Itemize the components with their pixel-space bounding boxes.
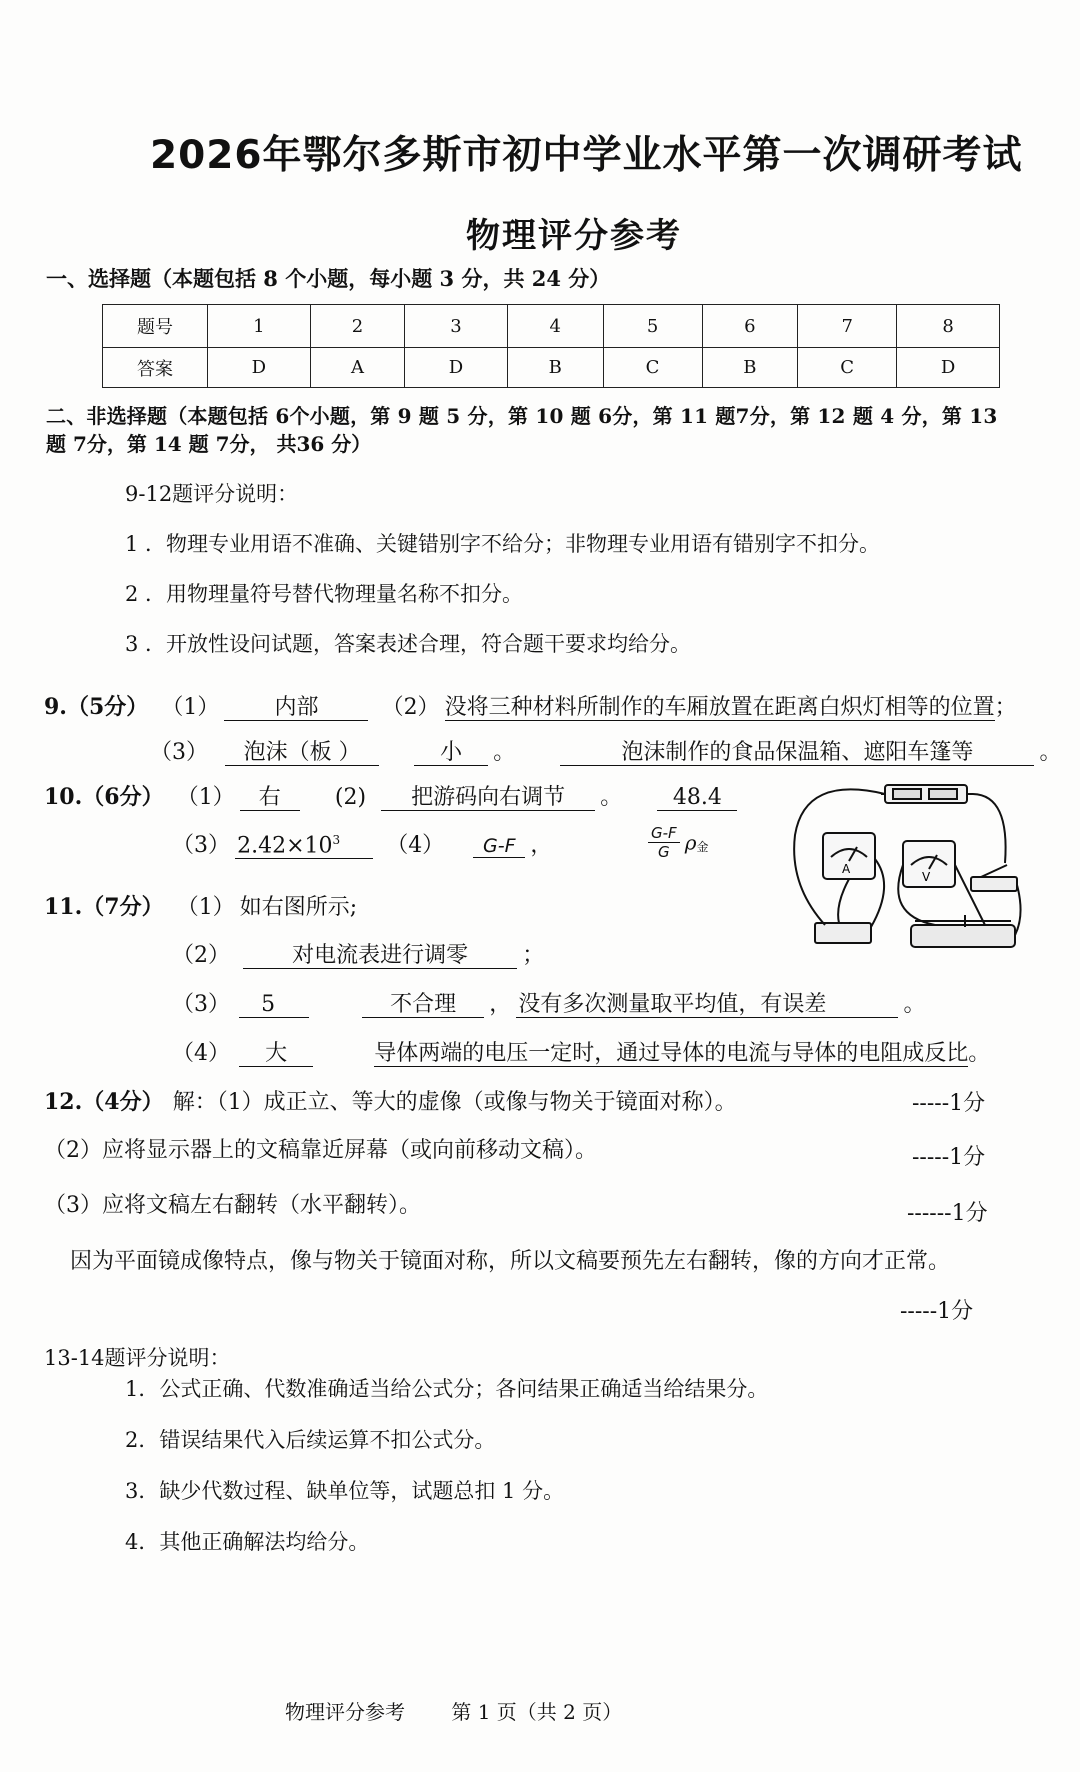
q11-answer1: 如右图所示; (239, 895, 358, 920)
q9-answer3c: 泡沫制作的食品保温箱、遮阳车篷等 (560, 741, 1034, 766)
note2-title: 13-14题评分说明： (44, 1346, 231, 1370)
q11-answer2: 对电流表进行调零 (243, 944, 517, 969)
q9-line1 (44, 690, 1017, 721)
q11-part2: （2） (172, 943, 230, 968)
q-num: 5 (603, 305, 702, 348)
note2-item: 4．其他正确解法均给分。 (125, 1530, 370, 1554)
q11-end: 。 (968, 1041, 991, 1066)
q-answer: C (798, 348, 897, 388)
q11-answer3c: 没有多次测量取平均值，有误差 (516, 993, 898, 1018)
q11-line1 (44, 890, 357, 921)
q9-answer2: 没将三种材料所制作的车厢放置在距离白炽灯相等的位置 (444, 695, 995, 720)
note-title: 9-12题评分说明： (125, 482, 299, 506)
q10-answer2: 把游码向右调节 (381, 786, 595, 811)
section2-heading-2: 题 7分，第 14 题 7分， 共36 分） (46, 432, 372, 456)
q10-part1: （1） (176, 785, 235, 810)
q9-answer1: 内部 (224, 696, 368, 721)
q10-rho-sub: 金 (696, 840, 709, 855)
switch-icon (971, 877, 1017, 891)
note-item: 2 ．用物理量符号替代物理量名称不扣分。 (125, 582, 524, 606)
q10-comma: ， (530, 833, 553, 858)
page-title: 2026年鄂尔多斯市初中学业水平第一次调研考试 (150, 133, 1023, 178)
q12-text2: （2）应将显示器上的文稿靠近屏幕（或向前移动文稿）。 (44, 1138, 597, 1163)
q10-frac-den: G (658, 843, 670, 861)
q-answer: A (310, 348, 404, 388)
q10-line2 (172, 828, 552, 859)
q-num: 4 (507, 305, 603, 348)
q12-score3: ------1分 (907, 1201, 988, 1226)
q-num: 7 (798, 305, 897, 348)
q-answer: C (603, 348, 702, 388)
q9-part2: （2） (381, 695, 440, 720)
q9-period: 。 (493, 740, 516, 765)
q-num: 2 (310, 305, 404, 348)
q12-score1: -----1分 (912, 1091, 986, 1116)
q11-comma: ， (489, 992, 512, 1017)
note-item: 1 ．物理专业用语不准确、关键错别字不给分；非物理专业用语有错别字不扣分。 (125, 532, 881, 556)
q10-answer4: G-F (473, 836, 525, 858)
circuit-diagram (785, 775, 1025, 975)
q10-answer2b: 48.4 (657, 786, 737, 811)
q11-answer4: 大 (239, 1042, 313, 1067)
q9-label: 9.（5分） (44, 694, 149, 720)
q10-label: 10.（6分） (44, 784, 164, 810)
q-answer: B (702, 348, 798, 388)
q9-semicolon: ； (994, 695, 1017, 720)
q10-frac-num: G-F (648, 824, 680, 843)
q-answer: D (208, 348, 311, 388)
q9-line2 (150, 735, 1062, 766)
resistor-icon (815, 923, 871, 943)
q11-period: 。 (903, 992, 926, 1017)
voltmeter-label: V (922, 870, 931, 884)
section2-heading-1: 二、非选择题（本题包括 6个小题，第 9 题 5 分，第 10 题 6分，第 11 题7分，第 12 题 4 分，第 13 (46, 404, 998, 428)
q11-answer3b: 不合理 (362, 993, 484, 1018)
row-label-num: 题号 (103, 305, 208, 348)
ammeter-label: A (842, 862, 851, 876)
q-answer: D (897, 348, 1000, 388)
q12-line1 (44, 1085, 737, 1116)
q10-answer3-exp: 3 (332, 832, 341, 847)
q10-rho: ρ (684, 830, 697, 855)
row-label-ans: 答案 (103, 348, 208, 388)
q11-part1: （1） (176, 895, 235, 920)
note2-item: 2．错误结果代入后续运算不扣公式分。 (125, 1428, 496, 1452)
q10-line1 (44, 780, 737, 811)
q11-line3 (172, 987, 926, 1018)
q-num: 1 (208, 305, 311, 348)
note2-item: 1．公式正确、代数准确适当给公式分；各问结果正确适当给结果分。 (125, 1377, 769, 1401)
q11-label: 11.（7分） (44, 894, 164, 920)
q11-answer4b: 导体两端的电压一定时，通过导体的电流与导体的电阻成反比 (374, 1041, 969, 1066)
q12-score4: -----1分 (900, 1299, 974, 1324)
q-num: 3 (405, 305, 508, 348)
q-num: 6 (702, 305, 798, 348)
footer-page: 第 1 页（共 2 页） (451, 1700, 623, 1724)
note-item: 3 ．开放性设问试题，答案表述合理，符合题干要求均给分。 (125, 632, 692, 656)
section1-heading: 一、选择题（本题包括 8 个小题，每小题 3 分，共 24 分） (46, 266, 611, 291)
answer-table (102, 304, 1000, 388)
q10-answer3 (235, 834, 373, 860)
q-num: 8 (897, 305, 1000, 348)
q10-formula (648, 824, 709, 861)
q11-answer3: 5 (239, 993, 309, 1018)
q10-part2: (2) (334, 785, 367, 810)
q9-answer3b: 小 (414, 741, 488, 766)
q-answer: D (405, 348, 508, 388)
q9-part3: （3） (150, 740, 208, 765)
q10-part3: （3） (172, 833, 230, 858)
q12-text4: 因为平面镜成像特点，像与物关于镜面对称，所以文稿要预先左右翻转，像的方向才正常。 (70, 1249, 951, 1274)
q11-part3: （3） (172, 992, 230, 1017)
q11-line4 (172, 1036, 990, 1067)
footer-subject: 物理评分参考 (285, 1700, 405, 1724)
q10-fraction (648, 824, 680, 861)
page-subtitle: 物理评分参考 (466, 216, 682, 256)
note2-item: 3．缺少代数过程、缺单位等，试题总扣 1 分。 (125, 1479, 565, 1503)
q10-period: 。 (600, 785, 623, 810)
q11-part4: （4） (172, 1041, 230, 1066)
q10-answer3-base: 2.42×10 (237, 833, 333, 858)
q10-part4: （4） (386, 833, 445, 858)
q9-end: 。 (1039, 740, 1062, 765)
q9-part1: （1） (161, 695, 220, 720)
q11-line2 (172, 938, 544, 969)
q12-text1: 解：（1）成正立、等大的虚像（或像与物关于镜面对称）。 (172, 1090, 737, 1115)
q12-label: 12.（4分） (44, 1089, 164, 1115)
q12-score2: -----1分 (912, 1145, 986, 1170)
q11-semicolon: ； (522, 943, 545, 968)
footer (285, 1696, 622, 1725)
q-answer: B (507, 348, 603, 388)
q12-text3: （3）应将文稿左右翻转（水平翻转）。 (44, 1193, 421, 1218)
q10-answer1: 右 (240, 786, 300, 811)
rheostat-icon (911, 925, 1015, 947)
q9-answer3: 泡沫（板 ） (225, 741, 379, 766)
